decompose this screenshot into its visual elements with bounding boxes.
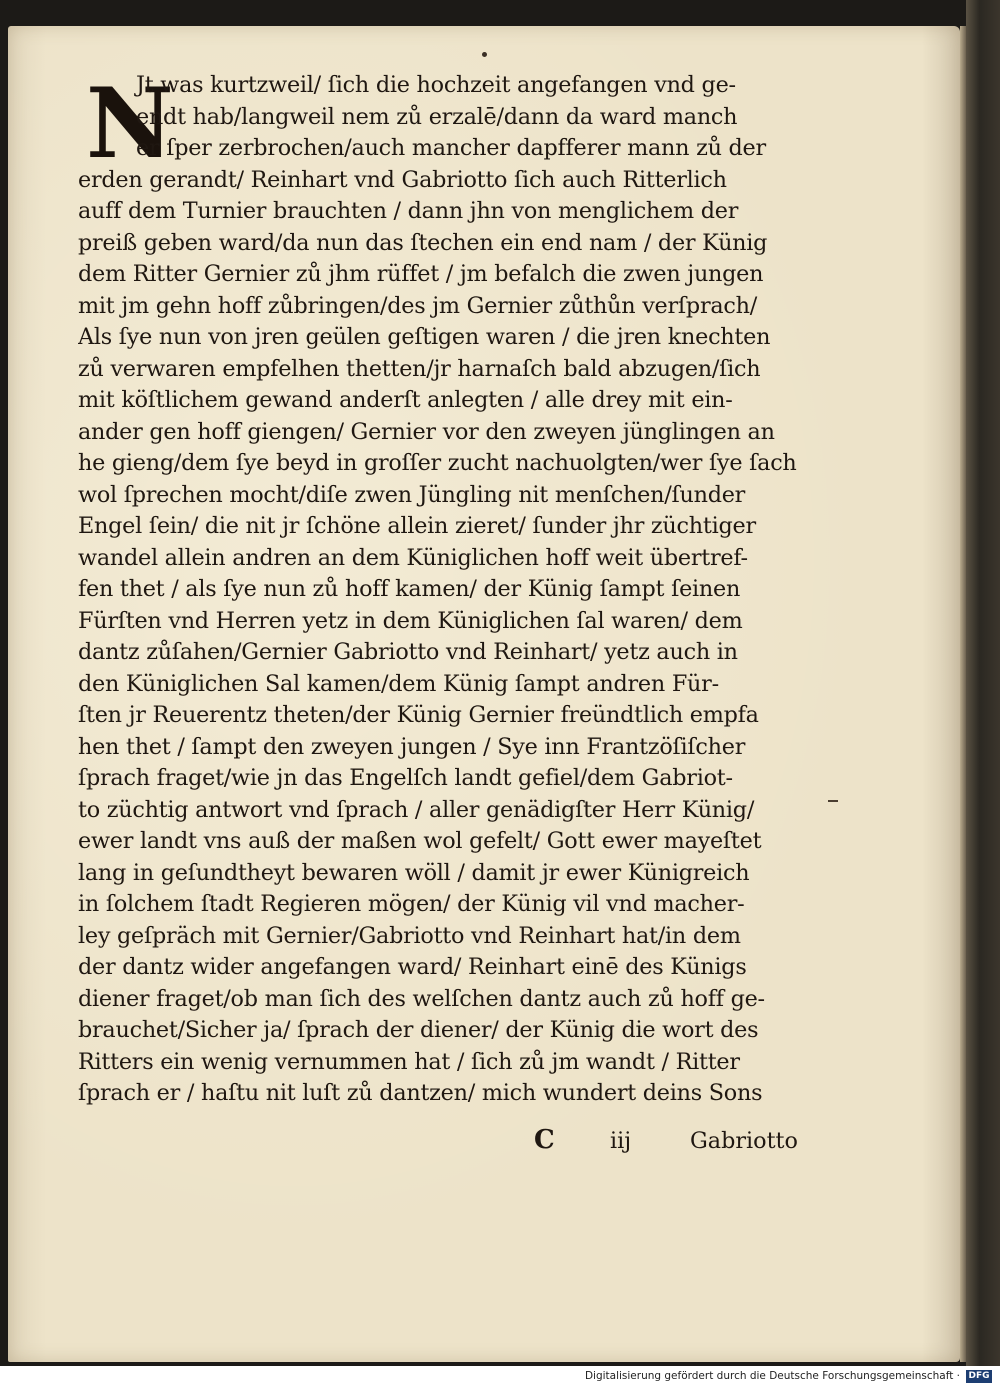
text-line: wandel allein andren an dem Küniglichen hoff weit übertref- [78, 544, 748, 571]
signature-number: iij [610, 1128, 632, 1154]
text-body [78, 67, 822, 1110]
text-line: brauchet/Sicher ja/ ſprach der diener/ der Künig die wort des [78, 1017, 759, 1043]
book-spine [966, 0, 1000, 1366]
text-line: in ſolchem ſtadt Regieren mögen/ der Künig vil vnd macher- [78, 891, 745, 917]
dfg-logo: DFG [966, 1370, 992, 1383]
signature-letter: C [534, 1125, 555, 1155]
text-line: er ſper zerbrochen/auch mancher dapfferer mann zů der [136, 135, 766, 161]
text-line: to züchtig antwort vnd ſprach / aller genädigſter Herr Künig/ [78, 796, 755, 823]
text-line: Jt was kurtzweil/ ſich die hochzeit angefangen vnd ge- [136, 72, 736, 98]
text-line: lang in geſundtheyt bewaren wöll / damit jr ewer Künigreich [78, 859, 750, 886]
text-line: hen thet / ſampt den zweyen jungen / Sye inn Frantzöſiſcher [78, 733, 746, 760]
text-line: Ritters ein wenig vernummen hat / ſich zů jm wandt / Ritter [78, 1048, 740, 1075]
funding-notice: Digitalisierung gefördert durch die Deutsche Forschungsgemeinschaft · [584, 1370, 960, 1382]
text-line: mit köſtlichem gewand anderſt anlegten / alle drey mit ein- [78, 387, 733, 413]
text-line: mit jm gehn hoff zůbringen/des jm Gernier zůthůn verſprach/ [78, 292, 758, 319]
margin-mark [828, 800, 838, 802]
text-line: dantz zůſahen/Gernier Gabriotto vnd Reinhart/ yetz auch in [78, 639, 738, 665]
catchword: Gabriotto [690, 1128, 798, 1154]
text-line: ander gen hoff giengen/ Gernier vor den zweyen jünglingen an [78, 418, 775, 445]
text-line: ſten jr Reuerentz theten/der Künig Gernier freündtlich empfa [78, 702, 759, 728]
text-line: diener fraget/ob man ſich des welſchen dantz auch zů hoff ge- [78, 985, 765, 1012]
text-line: ſprach fraget/wie jn das Engelſch landt gefiel/dem Gabriot- [78, 765, 733, 791]
footer-bar [0, 1366, 1000, 1388]
text-line: Engel ſein/ die nit jr ſchöne allein zieret/ ſunder jhr züchtiger [78, 513, 756, 539]
text-line: auff dem Turnier brauchten / dann jhn von menglichem der [78, 198, 739, 224]
text-line: ſprach er / haſtu nit luſt zů dantzen/ mich wundert deins Sons [78, 1080, 763, 1106]
text-line: ewer landt vns auß der maßen wol gefelt/ Gott ewer mayeſtet [78, 828, 762, 854]
text-line: wol ſprechen mocht/diſe zwen Jüngling nit menſchen/ſunder [78, 481, 746, 508]
text-line: zů verwaren empfelhen thetten/jr harnaſch bald abzugen/ſich [78, 355, 761, 382]
text-line: Fürſten vnd Herren yetz in dem Küniglichen ſal waren/ dem [78, 607, 743, 634]
text-line: endt hab/langweil nem zů erzalē/dann da ward manch [136, 103, 738, 130]
text-line: he gieng/dem ſye beyd in groſſer zucht nachuolgten/wer ſye ſach [78, 450, 797, 476]
text-line: Als ſye nun von jren geülen geſtigen waren / die jren knechten [78, 324, 771, 350]
text-line: preiß geben ward/da nun das ſtechen ein end nam / der Künig [78, 229, 768, 256]
text-line: erden gerandt/ Reinhart vnd Gabriotto ſich auch Ritterlich [78, 166, 727, 193]
decorated-initial: N [86, 67, 174, 180]
text-line: fen thet / als ſye nun zů hoff kamen/ der Künig ſampt ſeinen [78, 576, 741, 602]
text-line: dem Ritter Gernier zů jhm rüffet / jm befalch die zwen jungen [78, 261, 764, 287]
text-line: den Küniglichen Sal kamen/dem Künig ſampt andren Für- [78, 670, 719, 697]
text-line: der dantz wider angefangen ward/ Reinhart einē des Künigs [78, 954, 747, 980]
text-line: ley geſpräch mit Gernier/Gabriotto vnd Reinhart hat/in dem [78, 922, 741, 949]
ink-dot [482, 52, 487, 57]
